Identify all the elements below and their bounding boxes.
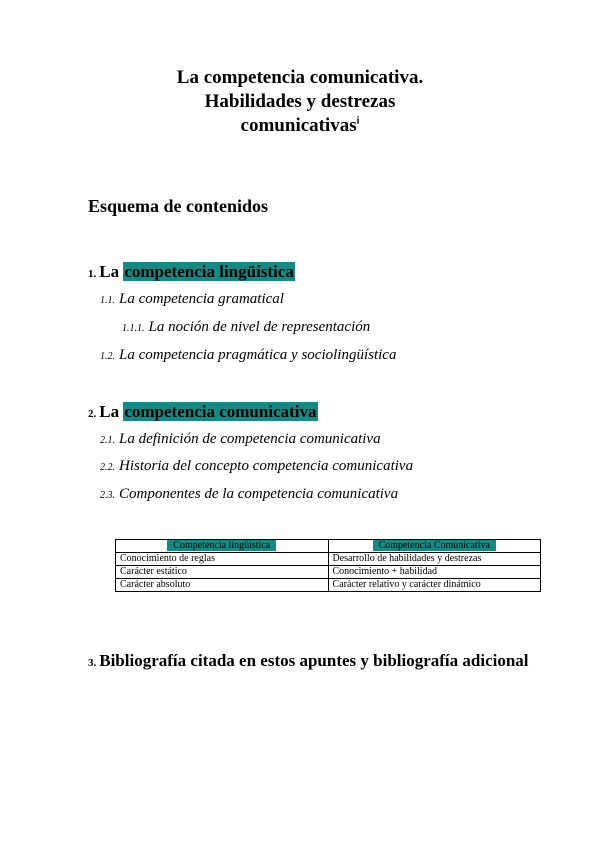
item-1-1-1 [122, 319, 370, 336]
table-cell: Carácter absoluto [116, 579, 329, 592]
item-1-1-1-text: La noción de nivel de representación [148, 319, 371, 335]
item-2-3-number: 2.3. [100, 490, 115, 501]
header-linguistica: Competencia lingüística [167, 540, 276, 551]
section-1-highlight: competencia lingüística [124, 262, 294, 281]
table-row [116, 553, 541, 566]
table-header-cell [328, 540, 541, 553]
footnote-mark[interactable]: i [356, 115, 360, 127]
title-line-2: Habilidades y destrezas [204, 91, 396, 112]
item-2-1-number: 2.1. [100, 435, 115, 446]
table-header-row [116, 540, 541, 553]
item-1-1-1-number: 1.1.1. [122, 323, 145, 334]
item-2-2-text: Historia del concepto competencia comunicativa [119, 458, 414, 474]
item-2-2-number: 2.2. [100, 462, 115, 473]
item-2-1-text: La definición de competencia comunicativa [119, 431, 381, 447]
item-1-1-number: 1.1. [100, 295, 115, 306]
section-2-prefix: La [99, 402, 120, 421]
table-cell: Desarrollo de habilidades y destrezas [328, 553, 541, 566]
title-line-1: La competencia comunicativa. [176, 67, 424, 88]
item-2-3-text: Componentes de la competencia comunicativa [119, 486, 399, 502]
title-line-3-text: comunicativas [240, 115, 357, 136]
title-line-3 [0, 114, 600, 138]
table-row [116, 566, 541, 579]
comparison-table [115, 539, 541, 592]
section-1-prefix: La [99, 262, 120, 281]
section-1-heading [88, 262, 295, 282]
section-2-number: 2. [88, 408, 97, 420]
table-header-cell [116, 540, 329, 553]
item-2-3 [100, 486, 398, 503]
table-cell: Conocimiento de reglas [116, 553, 329, 566]
item-1-2-number: 1.2. [100, 351, 115, 362]
section-1-number: 1. [88, 268, 97, 280]
section-3-number: 3. [88, 657, 97, 669]
table-row [116, 579, 541, 592]
section-3-text: Bibliografía citada en estos apuntes y bibliografía adicional [99, 651, 529, 670]
table-cell: Carácter estático [116, 566, 329, 579]
contents-heading: Esquema de contenidos [88, 196, 269, 216]
document-title [0, 66, 600, 138]
section-2-heading [88, 402, 318, 422]
table-cell: Carácter relativo y carácter dinámico [328, 579, 541, 592]
section-3-heading [88, 651, 529, 671]
item-1-1 [100, 291, 284, 308]
section-2-highlight: competencia comunicativa [124, 402, 317, 421]
item-1-2 [100, 347, 396, 364]
item-1-1-text: La competencia gramatical [119, 291, 284, 307]
header-comunicativa: Competencia Comunicativa [373, 540, 496, 551]
item-1-2-text: La competencia pragmática y sociolingüística [119, 347, 397, 363]
item-2-1 [100, 431, 381, 448]
item-2-2 [100, 458, 413, 475]
table-cell: Conocimiento + habilidad [328, 566, 541, 579]
